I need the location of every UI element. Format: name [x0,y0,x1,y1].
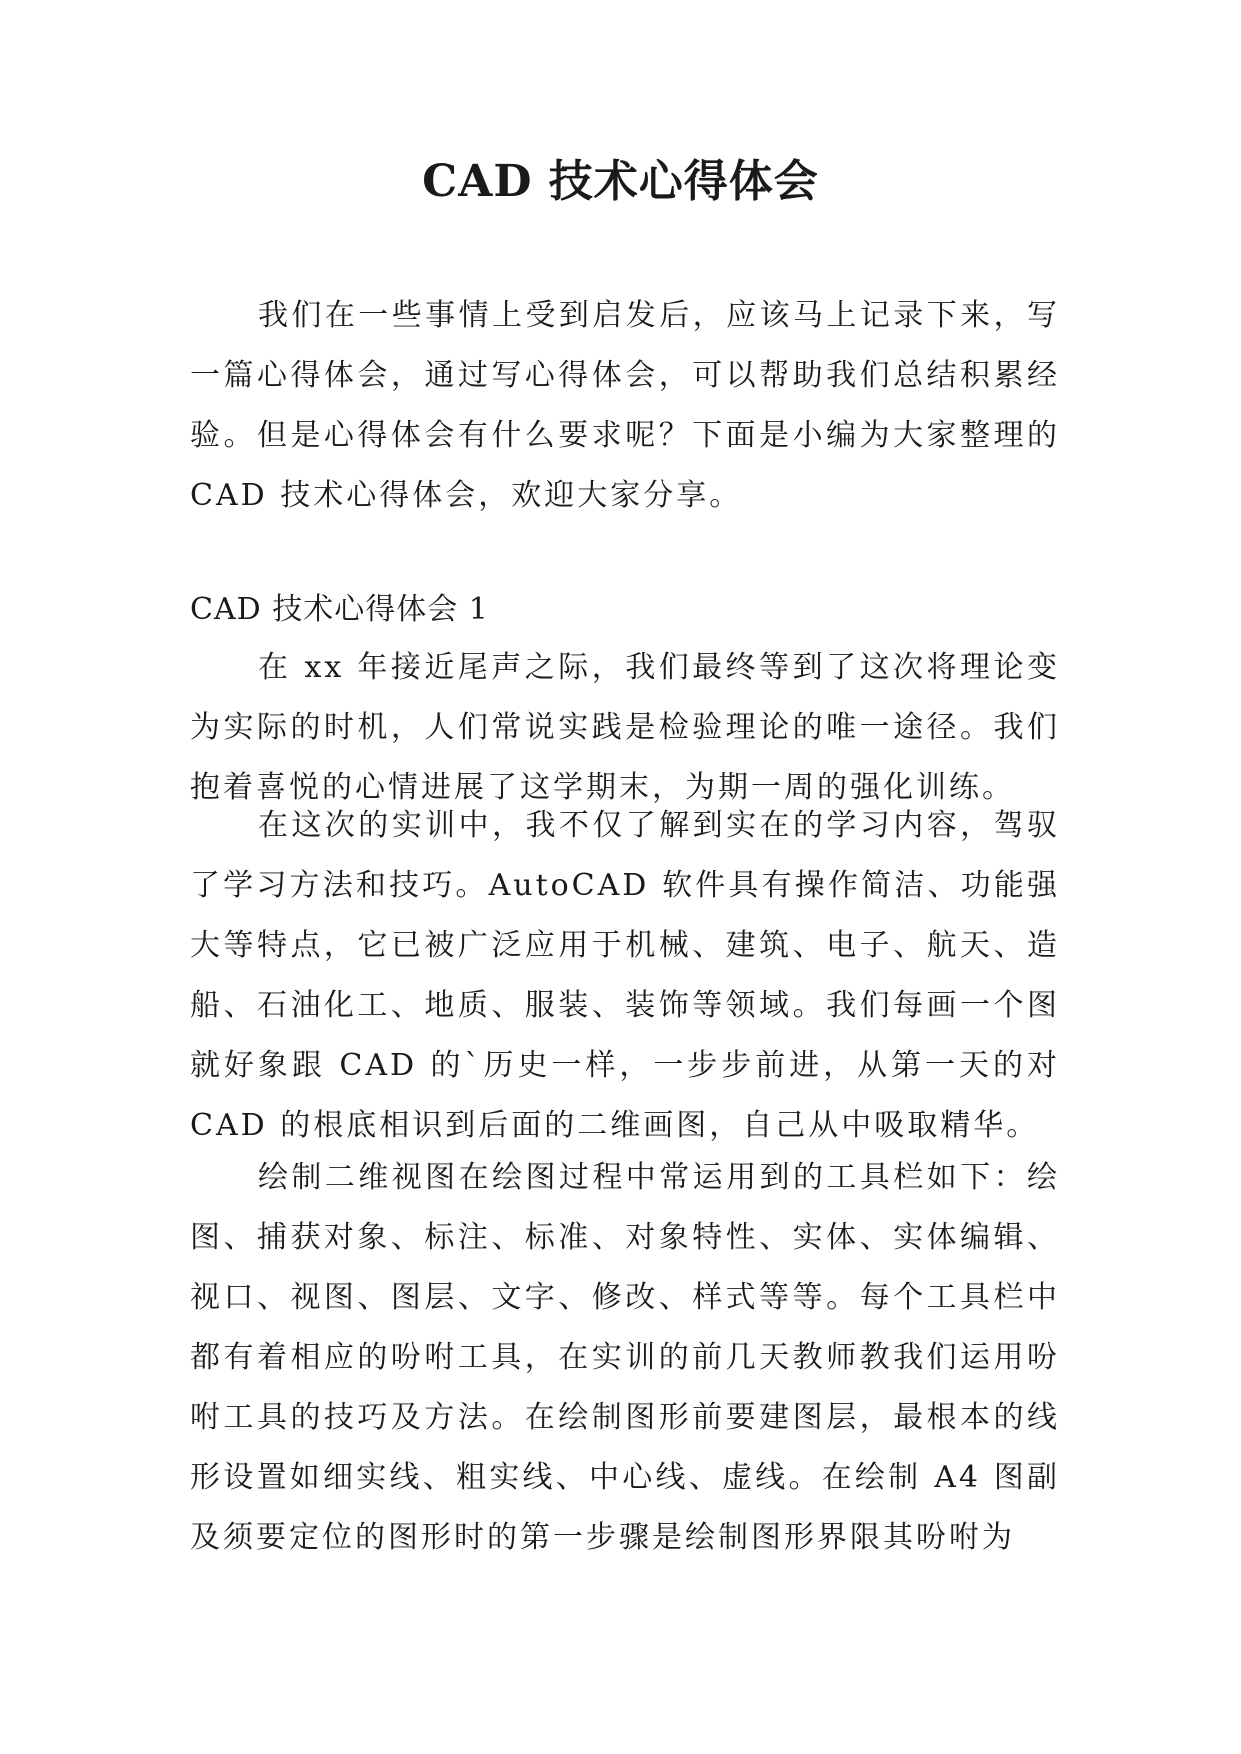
body-paragraph: 在 xx 年接近尾声之际，我们最终等到了这次将理论变为实际的时机，人们常说实践是检验理论的唯一途径。我们抱着喜悦的心情进展了这学期末，为期一周的强化训练。 [190,650,1060,805]
body-paragraph: 在这次的实训中，我不仅了解到实在的学习内容，驾驭了学习方法和技巧。AutoCAD 软件具有操作简洁、功能强大等特点，它已被广泛应用于机械、建筑、电子、航天、造船、石油化工、地质、服装、装饰等领域。我们每画一个图就好象跟 CAD 的`历史一样，一步步前进，从第一天的对 CAD 的根底相识到后面的二维画图，自己从中吸取精华。 [190,808,1060,1143]
section-heading: CAD 技术心得体会 1 [190,592,489,627]
intro-paragraph: 我们在一些事情上受到启发后，应该马上记录下来，写一篇心得体会，通过写心得体会，可以帮助我们总结积累经验。但是心得体会有什么要求呢？下面是小编为大家整理的 CAD 技术心得体会，欢迎大家分享。 [190,298,1060,513]
document-title: CAD 技术心得体会 [422,156,819,207]
body-paragraph: 绘制二维视图在绘图过程中常运用到的工具栏如下：绘图、捕获对象、标注、标准、对象特性、实体、实体编辑、视口、视图、图层、文字、修改、样式等等。每个工具栏中都有着相应的吩咐工具，在实训的前几天教师教我们运用吩咐工具的技巧及方法。在绘制图形前要建图层，最根本的线形设置如细实线、粗实线、中心线、虚线。在绘制 A4 图副及须要定位的图形时的第一步骤是绘制图形界限其吩咐为 [190,1160,1060,1555]
